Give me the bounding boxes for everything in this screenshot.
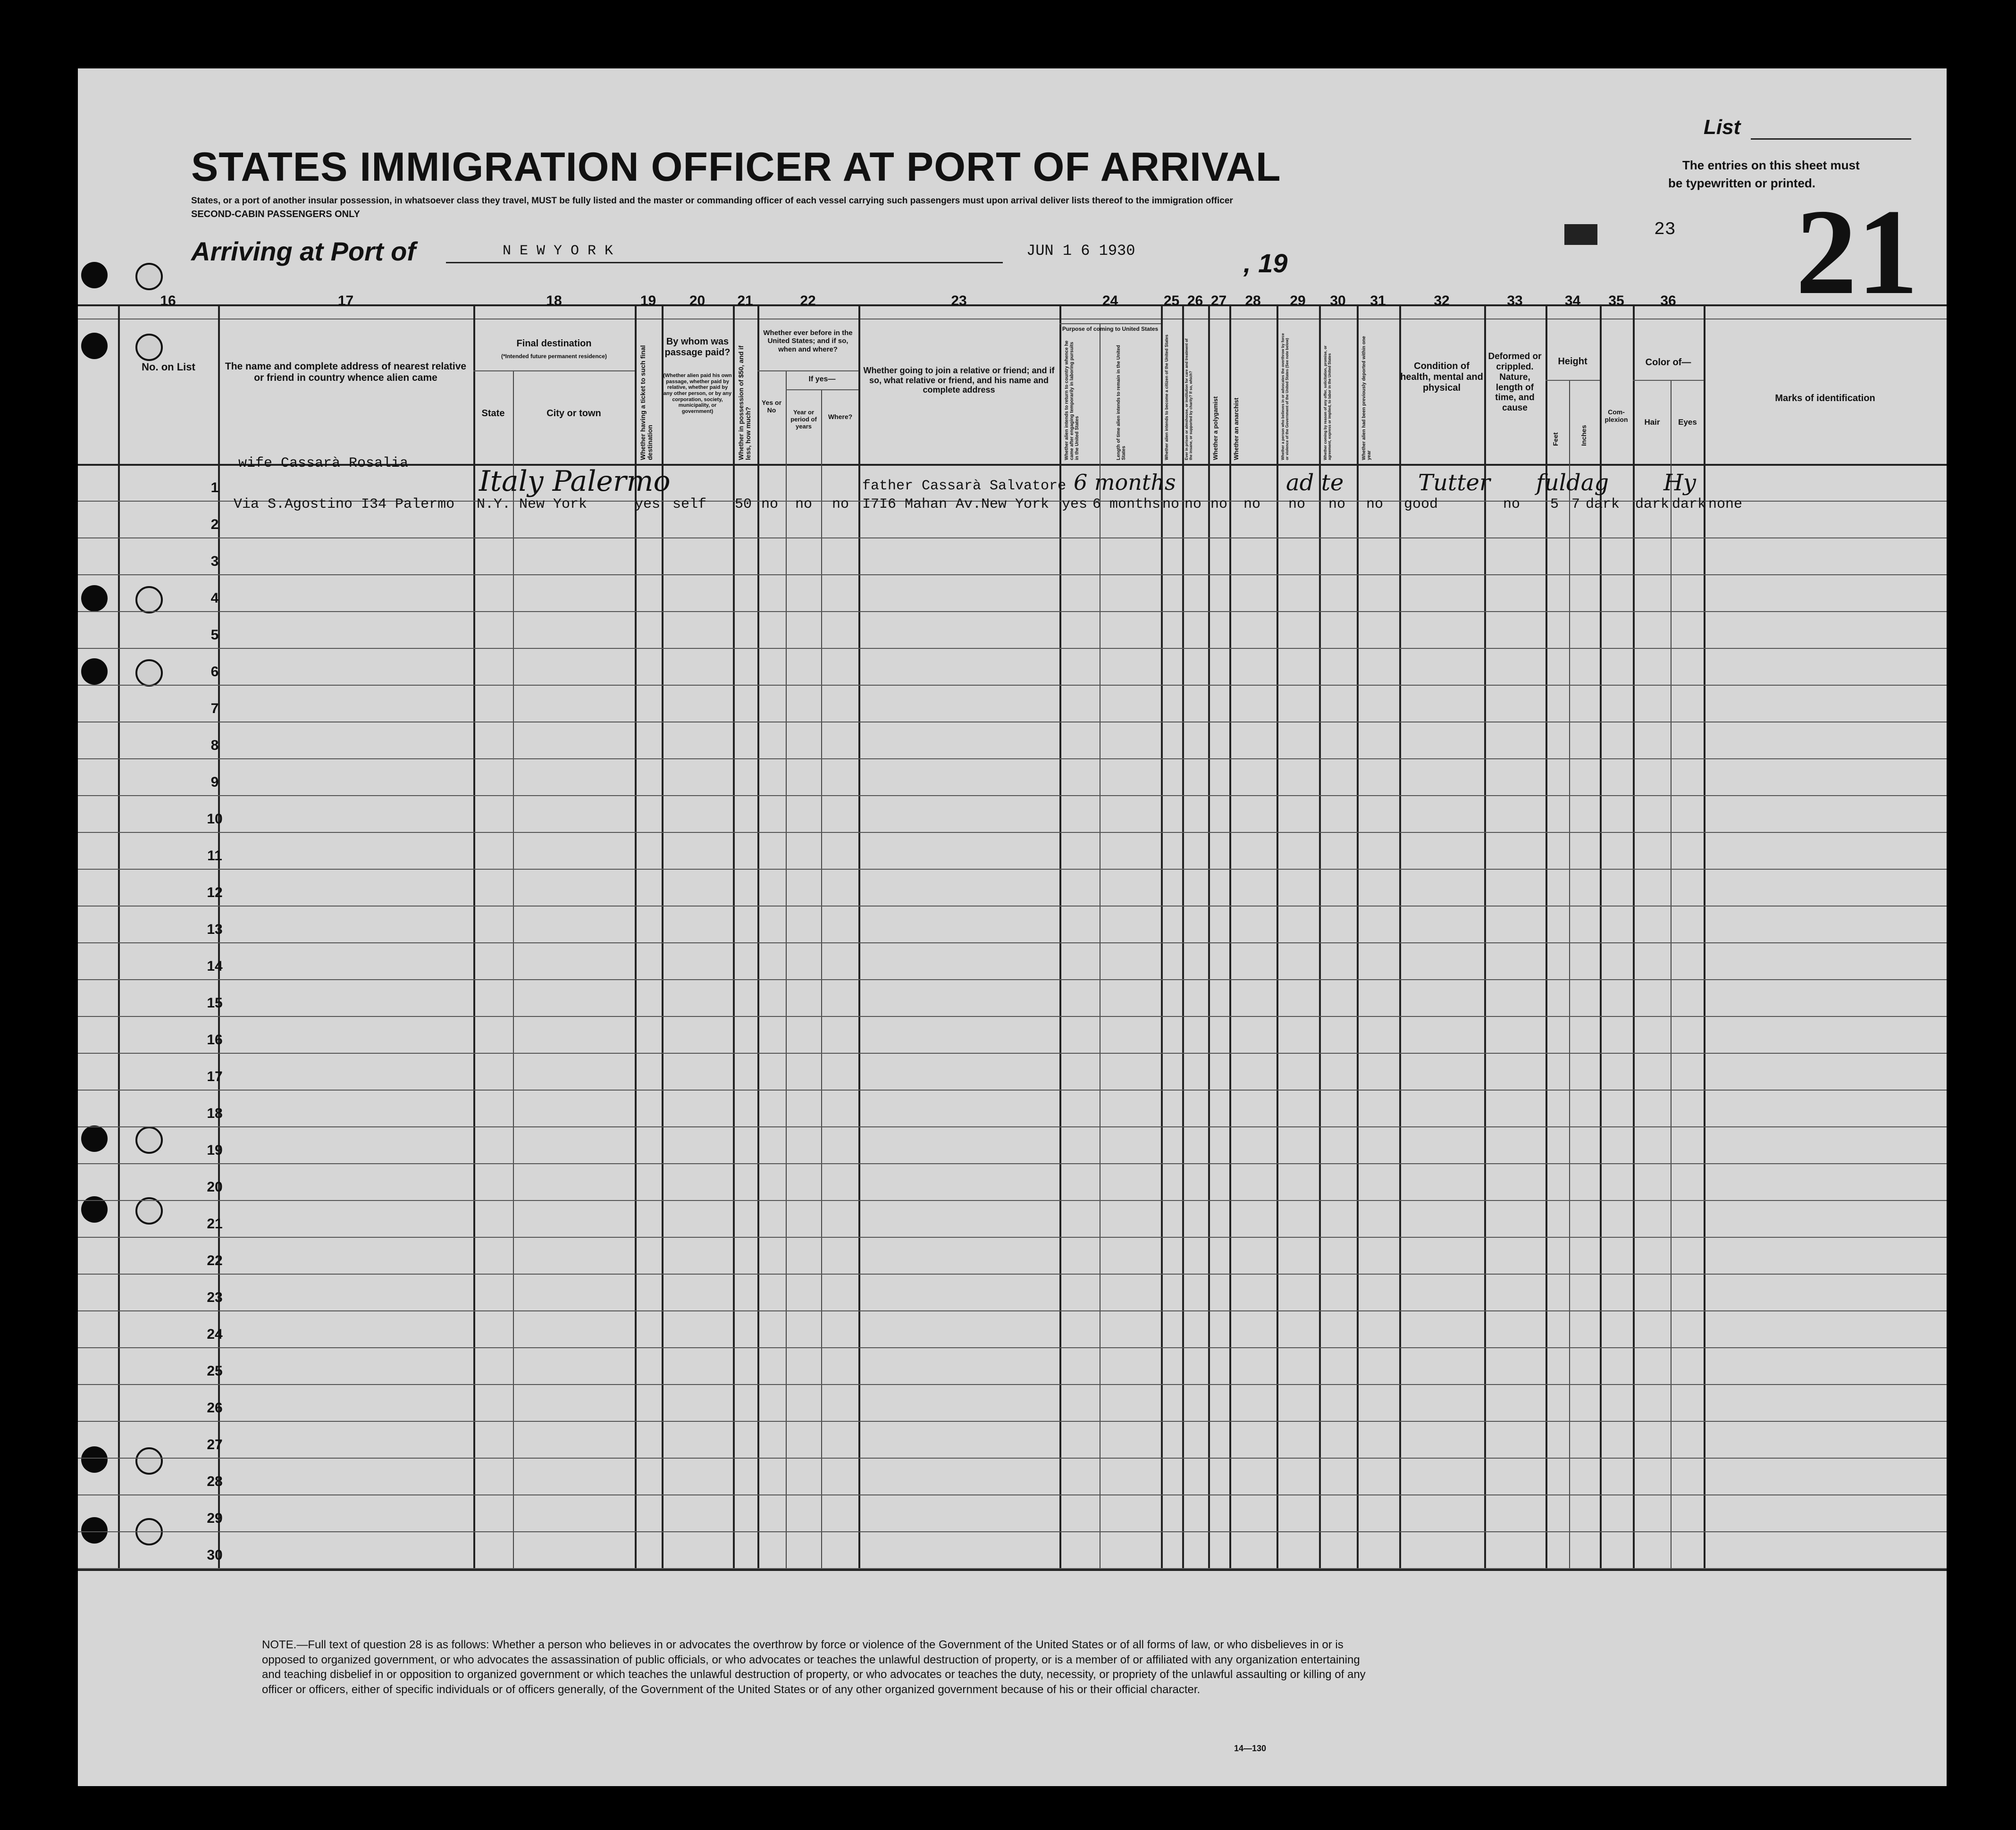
subheader-rule xyxy=(1546,380,1600,381)
row-number: 15 xyxy=(207,995,223,1011)
length-stay-value: 6 months xyxy=(1092,496,1161,512)
header-purpose: Purpose of coming to United States xyxy=(1062,326,1159,332)
page-title: STATES IMMIGRATION OFFICER AT PORT OF ARRIVAL xyxy=(191,144,1281,190)
row-number: 18 xyxy=(207,1106,223,1121)
port-underline xyxy=(446,262,1003,263)
header-purpose-return: Whether alien intends to return to country whence he came after engaging temporarily in laboring pursuits in the United States xyxy=(1064,340,1080,460)
list-code: 23 xyxy=(1654,219,1676,240)
row-number: 3 xyxy=(210,554,219,569)
header-joining: Whether going to join a relative or friend; and if so, what relative or friend, and his name and complete address xyxy=(863,366,1055,395)
row-number: 24 xyxy=(207,1326,223,1342)
row-number: 26 xyxy=(207,1400,223,1416)
row-rule xyxy=(78,906,1947,907)
row-rule xyxy=(78,1384,1947,1385)
row-rule xyxy=(78,1016,1947,1017)
row-number: 23 xyxy=(207,1290,223,1305)
row-number: 16 xyxy=(207,1032,223,1048)
row-rule xyxy=(78,1126,1947,1127)
column-rule xyxy=(1671,380,1672,1569)
subheader-rule xyxy=(786,389,858,390)
form-code: 14—130 xyxy=(1234,1744,1267,1753)
return-value: yes xyxy=(1062,496,1088,512)
row-number: 8 xyxy=(210,738,219,753)
binder-hole xyxy=(81,262,108,288)
colnum-18: 18 xyxy=(546,293,562,309)
header-by-whom: By whom was passage paid? xyxy=(664,336,731,358)
handwritten-annotation: ad te xyxy=(1286,470,1344,496)
row-number: 4 xyxy=(210,590,219,606)
row-number: 20 xyxy=(207,1179,223,1195)
row-rule xyxy=(78,1531,1947,1532)
row-number: 11 xyxy=(207,848,222,864)
relative-abroad-line1: wife Cassarà Rosalia xyxy=(238,455,409,471)
binder-hole xyxy=(81,658,108,685)
header-anarchist: Whether an anarchist xyxy=(1233,397,1240,460)
sheet-number: 21 xyxy=(1796,184,1918,320)
relative-abroad-line2: Via S.Agostino I34 Palermo xyxy=(234,496,455,512)
row-number: 7 xyxy=(210,701,219,716)
arrival-date-stamp: JUN 1 6 1930 xyxy=(1026,242,1135,260)
row-rule xyxy=(78,869,1947,870)
deported-value: no xyxy=(1366,496,1384,512)
header-ticket: Whether having a ticket to such final destination xyxy=(639,345,654,460)
header-if-yes: If yes— xyxy=(808,375,836,383)
binder-hole xyxy=(81,333,108,359)
row-number: 22 xyxy=(207,1253,223,1268)
colnum-19: 19 xyxy=(640,293,656,309)
destination-state: N.Y. xyxy=(477,496,511,512)
typewritten-note-line1: The entries on this sheet must xyxy=(1682,158,1860,172)
row-rule xyxy=(78,795,1947,796)
row-rule xyxy=(78,1053,1947,1054)
row-number: 19 xyxy=(207,1142,223,1158)
row-number: 2 xyxy=(210,517,219,532)
column-rule xyxy=(1357,304,1359,1569)
joining-line1: father Cassarà Salvatore xyxy=(862,478,1067,494)
header-color-of: Color of— xyxy=(1645,357,1691,368)
list-code-mark xyxy=(1564,224,1597,245)
header-complexion: Com-plexion xyxy=(1604,408,1628,424)
handwritten-annotation: fuldag xyxy=(1536,470,1609,496)
column-rule xyxy=(473,304,475,1569)
header-by-whom-note: (Whether alien paid his own passage, whether paid by relative, whether paid by any other person, or by any corporation, society, municipality, or government) xyxy=(663,373,732,414)
column-rule xyxy=(1569,380,1570,1569)
row-number: 21 xyxy=(207,1216,223,1232)
port-name: N E W Y O R K xyxy=(503,243,613,259)
prison-value: no xyxy=(1184,496,1202,512)
binder-hole xyxy=(81,1446,108,1473)
paid-by-value: self xyxy=(672,496,707,512)
typewritten-note-line2: be typewritten or printed. xyxy=(1668,176,1816,190)
subheader-rule xyxy=(757,370,858,371)
row-rule xyxy=(78,1568,1947,1569)
row-rule xyxy=(78,1200,1947,1201)
column-rule xyxy=(118,304,120,1569)
handwritten-annotation: Hy xyxy=(1663,470,1696,496)
binder-hole xyxy=(135,1126,163,1154)
colnum-26: 26 xyxy=(1187,293,1203,309)
row-rule xyxy=(78,574,1947,575)
binder-hole xyxy=(81,585,108,612)
row-rule xyxy=(78,942,1947,943)
polygamist-value: no xyxy=(1210,496,1228,512)
health-value: good xyxy=(1404,496,1438,512)
binder-hole xyxy=(135,1197,163,1225)
footer-note: NOTE.—Full text of question 28 is as follows: Whether a person who believes in or advocates the overthrow by force or violence of the Government of the United States or of all forms of law, or who disbelieves in or is opposed to organized government, or who advocates the assassination of public officials, or who advocates or teaches the unlawful destruction of property, or is a member of or affiliated with any organization entertaining and teaching disbelief in or opposition to organized government or which teaches the unlawful destruction of property, or who advocates or teaches the duty, necessity, or propriety of the unlawful assaulting or killing of any officer or officers, either of specific individuals or of officers generally, of the Government of the United States or of any other organized government because of his or their official character. xyxy=(262,1638,1366,1696)
year-prefix: , 19 xyxy=(1243,248,1288,278)
column-rule xyxy=(733,304,735,1569)
header-deported: Whether alien had been previously deported within one year xyxy=(1361,336,1372,460)
row-rule xyxy=(78,1090,1947,1091)
row-rule xyxy=(78,1347,1947,1348)
header-prison: Ever in prison or almshouse, or institution for care and treatment of the insane, or supported by charity? If so, which? xyxy=(1184,338,1193,460)
manifest-sheet xyxy=(78,68,1947,1786)
colnum-28: 28 xyxy=(1245,293,1261,309)
row-number: 25 xyxy=(207,1363,223,1379)
row-number: 30 xyxy=(207,1547,223,1563)
colnum-16: 16 xyxy=(160,293,176,309)
subheader-rule xyxy=(1059,323,1161,324)
column-rule xyxy=(1399,304,1401,1569)
header-purpose-length: Length of time alien intends to remain in the United States xyxy=(1116,345,1126,460)
colnum-33: 33 xyxy=(1507,293,1523,309)
row-rule xyxy=(78,832,1947,833)
row-rule xyxy=(78,1310,1947,1311)
colnum-25: 25 xyxy=(1163,293,1180,309)
row-number: 17 xyxy=(207,1069,223,1084)
binder-hole xyxy=(135,586,163,613)
row-rule xyxy=(78,1237,1947,1238)
joining-line2: I7I6 Mahan Av.New York xyxy=(862,496,1050,512)
colnum-17: 17 xyxy=(337,293,354,309)
column-rule xyxy=(757,304,759,1569)
row-rule xyxy=(78,1421,1947,1422)
row-number: 14 xyxy=(207,958,223,974)
row-number: 27 xyxy=(207,1437,223,1452)
colnum-23: 23 xyxy=(951,293,967,309)
subheader-rule xyxy=(473,370,635,371)
colnum-27: 27 xyxy=(1210,293,1227,309)
colnum-29: 29 xyxy=(1290,293,1306,309)
header-no-on-list: No. on List xyxy=(142,361,195,373)
row-rule xyxy=(78,611,1947,612)
binder-hole xyxy=(135,1447,163,1475)
before-years-value: no xyxy=(795,496,813,512)
row-number: 1 xyxy=(210,480,219,495)
header-inches: Inches xyxy=(1580,425,1588,446)
column-rule xyxy=(1229,304,1231,1569)
header-citizen: Whether alien intends to become a citizen of the United States xyxy=(1164,334,1169,460)
column-rule xyxy=(1208,304,1210,1569)
column-rule xyxy=(1277,304,1278,1569)
header-money: Whether in possession of $50, and if less, how much? xyxy=(737,345,752,460)
row-rule xyxy=(78,979,1947,980)
row-number: 9 xyxy=(210,774,219,790)
citizen-value: no xyxy=(1162,496,1180,512)
row-number: 12 xyxy=(207,885,223,900)
binder-hole xyxy=(135,659,163,687)
header-height: Height xyxy=(1558,356,1588,367)
column-rule xyxy=(513,370,514,1569)
subheader-rule xyxy=(1633,380,1704,381)
anarchist-value: no xyxy=(1243,496,1261,512)
header-final-destination: Final destination xyxy=(516,338,592,349)
row-rule xyxy=(78,1163,1947,1164)
header-ever-before: Whether ever before in the United States; and if so, when and where? xyxy=(763,329,853,353)
colnum-24: 24 xyxy=(1102,293,1118,309)
list-number-line xyxy=(1751,138,1911,140)
subtitle-line1: States, or a port of another insular possession, in whatsoever class they travel, MUST be fully listed and the master or commanding officer of each vessel carrying such passengers must upon arrival deliver lists thereof to the immigration officer xyxy=(191,196,1233,206)
colnum-21: 21 xyxy=(737,293,753,309)
header-final-destination-note: (*Intended future permanent residence) xyxy=(501,353,607,360)
header-where: Where? xyxy=(828,413,853,420)
row-rule xyxy=(78,648,1947,649)
handwritten-length: 6 months xyxy=(1074,470,1176,495)
header-feet: Feet xyxy=(1552,432,1559,446)
header-state: State xyxy=(481,408,505,419)
column-rule xyxy=(786,370,787,1569)
header-overthrow: Whether a person who believes in or advocates the overthrow by force or violence of the Government of the United States (See note below) xyxy=(1281,333,1289,460)
height-feet-value: 5 xyxy=(1550,496,1559,512)
colnum-35: 35 xyxy=(1608,293,1624,309)
header-deformed: Deformed or crippled. Nature, length of time, and cause xyxy=(1488,352,1542,413)
colnum-36: 36 xyxy=(1660,293,1676,309)
header-offer-labor: Whether coming by reason of any offer, solicitation, promise, or agreement, express or implied, to labor in the United States xyxy=(1323,345,1332,460)
header-relative-abroad: The name and complete address of nearest relative or friend in country whence alien came xyxy=(225,361,467,384)
handwritten-annotation: Tutter xyxy=(1418,470,1490,496)
row-rule xyxy=(78,537,1947,538)
handwritten-destination: Italy Palermo xyxy=(479,465,671,498)
colnum-32: 32 xyxy=(1434,293,1450,309)
binder-hole xyxy=(81,1125,108,1152)
subtitle-line2: SECOND-CABIN PASSENGERS ONLY xyxy=(191,209,360,219)
row-rule xyxy=(78,1458,1947,1459)
row-number: 29 xyxy=(207,1511,223,1526)
ticket-value: yes xyxy=(635,496,661,512)
before-where-value: no xyxy=(832,496,849,512)
before-yes-no-value: no xyxy=(761,496,779,512)
row-rule xyxy=(78,1274,1947,1275)
row-number: 6 xyxy=(210,664,219,680)
column-rule xyxy=(858,304,860,1569)
header-eyes: Eyes xyxy=(1678,418,1697,427)
height-inches-value: 7 xyxy=(1571,496,1580,512)
header-polygamist: Whether a polygamist xyxy=(1212,396,1219,460)
destination-city: New York xyxy=(519,496,588,512)
colnum-34: 34 xyxy=(1564,293,1581,309)
column-rule xyxy=(1633,304,1635,1569)
header-year-period: Year or period of years xyxy=(790,409,817,430)
offer-labor-value: no xyxy=(1328,496,1346,512)
money-value: 50 xyxy=(735,496,752,512)
colnum-22: 22 xyxy=(800,293,816,309)
column-rule xyxy=(1704,304,1705,1569)
colnum-20: 20 xyxy=(689,293,706,309)
overthrow-value: no xyxy=(1288,496,1306,512)
marks-value: none xyxy=(1708,496,1743,512)
header-marks: Marks of identification xyxy=(1775,393,1875,403)
row-rule xyxy=(78,685,1947,686)
table-bottom-border xyxy=(78,1569,1947,1571)
hair-value: dark xyxy=(1635,496,1670,512)
complexion-value: dark xyxy=(1586,496,1620,512)
row-number: 28 xyxy=(207,1474,223,1489)
eyes-value: dark xyxy=(1672,496,1706,512)
colnum-31: 31 xyxy=(1370,293,1386,309)
column-rule xyxy=(1182,304,1184,1569)
row-rule xyxy=(78,758,1947,759)
header-hair: Hair xyxy=(1644,418,1660,427)
list-label: List xyxy=(1704,116,1741,139)
column-rule xyxy=(1059,304,1061,1569)
row-number: 10 xyxy=(207,811,223,827)
colnum-30: 30 xyxy=(1330,293,1346,309)
binder-hole xyxy=(81,1517,108,1544)
deformed-value: no xyxy=(1503,496,1520,512)
binder-hole xyxy=(135,263,163,290)
header-yes-or-no: Yes or No xyxy=(761,399,782,414)
arriving-label: Arriving at Port of xyxy=(191,236,416,266)
binder-hole xyxy=(135,334,163,361)
row-number: 13 xyxy=(207,922,223,937)
header-condition: Condition of health, mental and physical xyxy=(1400,361,1483,393)
header-city: City or town xyxy=(546,408,601,419)
row-rule xyxy=(78,1494,1947,1495)
row-number: 5 xyxy=(210,627,219,643)
